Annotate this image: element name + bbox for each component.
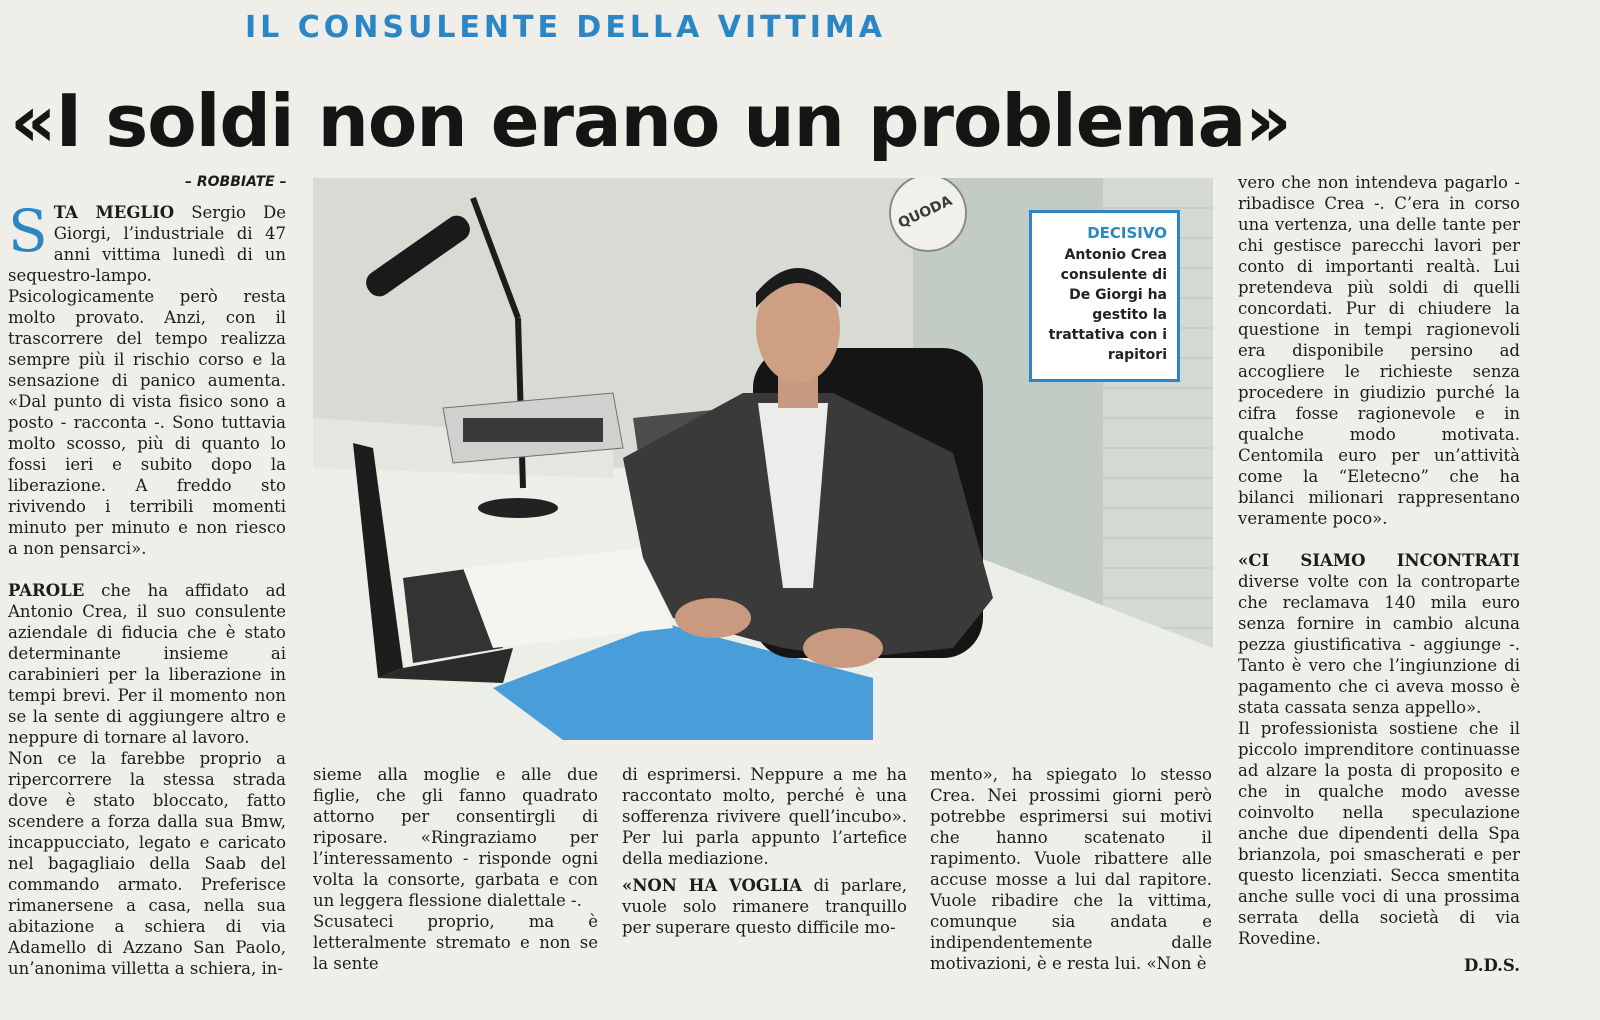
drop-cap: S: [8, 197, 48, 265]
lead-in: TA MEGLIO: [53, 203, 175, 222]
stamp-sign: [889, 178, 969, 254]
paragraph: vero che non intendeva pagarlo - ribadisce Crea -. C’era in corso una vertenza, una delle tante per chi gestisce parecchi lavori per conto di importanti realtà. Lui pretendeva più soldi di quelli concordati. Pur di chiudere la questione in tempi ragionevoli era disponibile persino ad accogliere le richieste senza procedere in giudizio purché la cifra fosse ragionevole e in qualche modo motivata. Centomila euro per un’attività come la “Eletecno” che ha bilanci milionari rappresentano veramente poco».: [1238, 173, 1520, 528]
paragraph-text: che ha affidato ad Antonio Crea, il suo consulente aziendale di fiducia che è stato determinante insieme ai carabinieri per la liberazione in tempi brevi. Per il momento non se la sente di aggiungere altro e neppure di tornare al lavoro.: [8, 581, 286, 747]
article-kicker: IL CONSULENTE DELLA VITTIMA: [245, 10, 886, 45]
caption-tag: DECISIVO: [1087, 224, 1167, 242]
column-1: [8, 197, 286, 979]
caption-text: Antonio Crea consulente di De Giorgi ha gestito la trattativa con i rapitori: [1048, 247, 1167, 363]
column-5: [1238, 172, 1520, 976]
paragraph-opening: [8, 197, 286, 559]
article-headline: «I soldi non erano un problema»: [10, 79, 1291, 163]
column-3: [622, 764, 907, 938]
paragraph: Non ce la farebbe proprio a ripercorrere la stessa strada dove è stato bloccato, fatto scendere a forza dalla sua Bmw, incappucciato, legato e caricato nel bagagliaio della Saab del commando armato. Preferisce rimanersene a casa, nella sua abitazione a schiera di via Adamello di Azzano San Paolo, un’anonima villetta a schiera, in-: [8, 749, 286, 978]
lead-in: «NON HA VOGLIA: [622, 876, 803, 895]
paragraph: di esprimersi. Neppure a me ha raccontato molto, perché è una sofferenza rivivere quell’incubo». Per lui parla appunto l’artefice della mediazione.: [622, 765, 907, 868]
paragraph: Il professionista sostiene che il piccolo imprenditore continuasse ad alzare la posta di proposito e che in qualche modo avesse coinvolto nella speculazione anche due dipendenti della Spa brianzola, poi smascherati e per questo licenziati. Secca smentita anche sulle voci di una prossima serrata della società di via Rovedine.: [1238, 719, 1520, 948]
paragraph-text: diverse volte con la controparte che reclamava 140 mila euro senza fornire in cambio alcuna pezza giustificativa - aggiunge -. Tanto è vero che l’ingiunzione di pagamento che ci aveva mosso è stata cassata senza appello».: [1238, 572, 1520, 717]
bleed-through-top-right: [1240, 0, 1600, 70]
paragraph: [1238, 550, 1520, 718]
lead-in: PAROLE: [8, 581, 85, 600]
paragraph-text: Sergio De Giorgi, l’industriale di 47 anni vittima lunedì di un sequestro-lampo. Psicologicamente però resta molto provato. Anzi, con il trascorrere del tempo realizza sempre più il rischio corso e la sensazione di panico aumenta. «Dal punto di vista fisico sono a posto - racconta -. Sono tuttavia molto scosso, più di quanto lo fossi ieri e subito dopo la liberazione. A freddo sto rivivendo i terribili momenti minuto per minuto e non riesco a non pensarci».: [8, 203, 286, 558]
paragraph: mento», ha spiegato lo stesso Crea. Nei prossimi giorni però potrebbe esprimersi sui motivi che hanno scatenato il rapimento. Vuole ribattere alle accuse mosse a lui dal rapitore. Vuole ribadire che la vittima, comunque sia andata e indipendentemente dalle motivazioni, è e resta lui. «Non è: [930, 765, 1212, 973]
author-signature: D.D.S.: [1463, 956, 1520, 975]
bleed-through-top-left: [0, 0, 240, 60]
paragraph-text: di parlare, vuole solo rimanere tranquillo per superare questo difficile mo-: [622, 876, 907, 937]
paragraph: [8, 580, 286, 748]
paragraph: Scusateci proprio, ma è letteralmente stremato e non se la sente: [313, 912, 598, 973]
paragraph: [622, 875, 907, 938]
column-4: [930, 764, 1212, 974]
lead-in: «CI SIAMO INCONTRATI: [1238, 551, 1520, 570]
stamp-text: QUODA: [895, 192, 955, 232]
article-dateline: – ROBBIATE –: [185, 174, 287, 190]
column-2: [313, 764, 598, 974]
photo-caption-box: [1029, 210, 1180, 382]
paragraph: sieme alla moglie e alle due figlie, che gli fanno quadrato attorno per consentirgli di riposare. «Ringraziamo per l’interessamento - risponde ogni volta la consorte, garbata e con un leggera flessione dialettale -.: [313, 765, 598, 910]
